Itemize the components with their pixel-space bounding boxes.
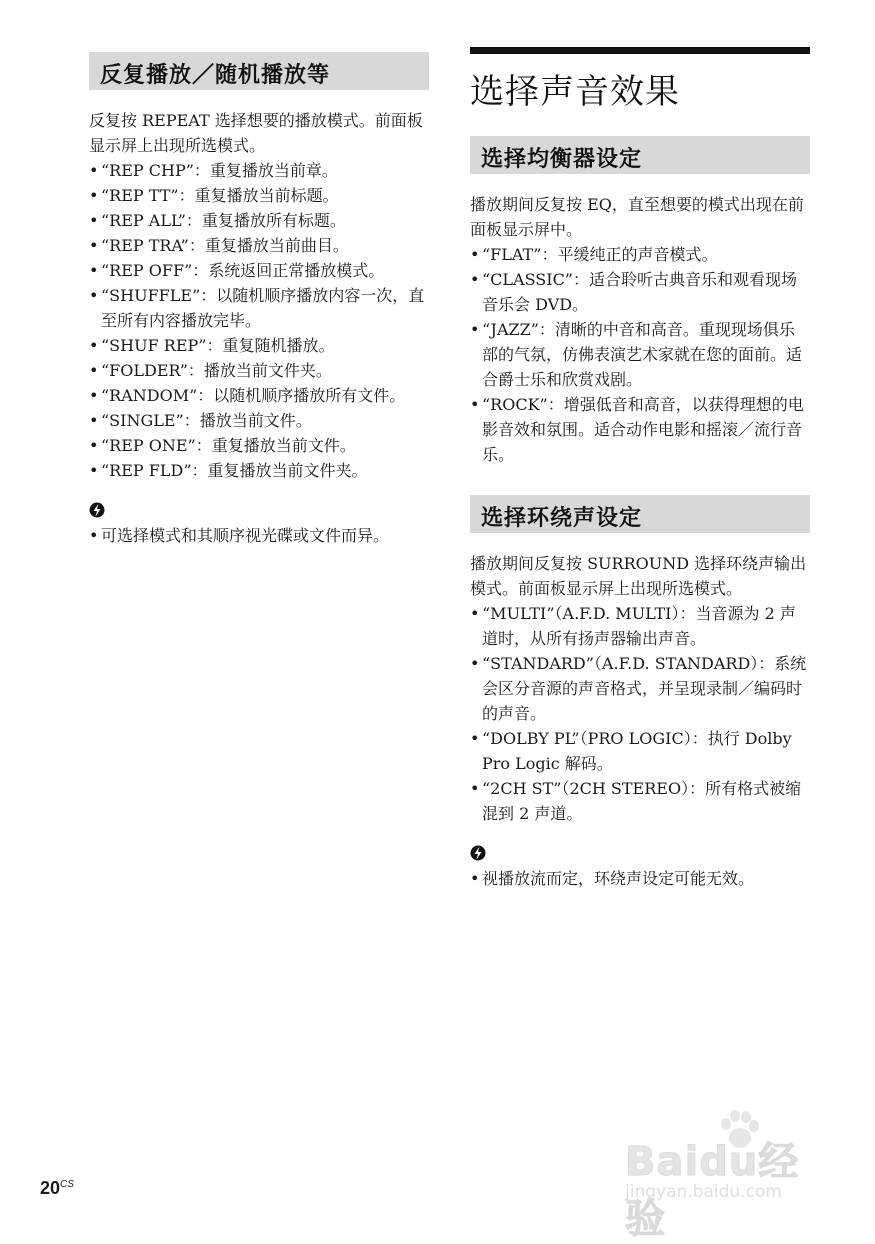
- list-item: • “RANDOM”：以随机顺序播放所有文件。: [89, 383, 429, 408]
- list-item: • “DOLBY PL”（PRO LOGIC）：执行 Dolby Pro Logic 解码。: [470, 726, 810, 776]
- list-item: • “STANDARD”（A.F.D. STANDARD）：系统会区分音源的声音格式，并呈现录制／编码时的声音。: [470, 651, 810, 726]
- list-item: • “SINGLE”：播放当前文件。: [89, 408, 429, 433]
- list-item: • “REP TT”：重复播放当前标题。: [89, 183, 429, 208]
- repeat-mode-list: [89, 158, 429, 483]
- list-item: • “SHUF REP”：重复随机播放。: [89, 333, 429, 358]
- watermark: [620, 1110, 825, 1242]
- list-item: • “REP ONE”：重复播放当前文件。: [89, 433, 429, 458]
- list-item: • “2CH ST”（2CH STEREO）：所有格式被缩混到 2 声道。: [470, 776, 810, 826]
- list-item: • “MULTI”（A.F.D. MULTI）：当音源为 2 声道时，从所有扬声器输出声音。: [470, 601, 810, 651]
- list-item: • “FLAT”：平缓纯正的声音模式。: [470, 242, 810, 267]
- tip-lightning-icon: [89, 501, 429, 523]
- page-number-value: 20: [40, 1178, 61, 1198]
- list-item: • “REP CHP”：重复播放当前章。: [89, 158, 429, 183]
- tip-item: • 视播放流而定，环绕声设定可能无效。: [470, 866, 810, 891]
- list-item: • “REP ALL”：重复播放所有标题。: [89, 208, 429, 233]
- section-heading-surround: 选择环绕声设定: [470, 495, 810, 533]
- tip-lightning-icon: [470, 844, 810, 866]
- list-item: • “CLASSIC”：适合聆听古典音乐和观看现场音乐会 DVD。: [470, 267, 810, 317]
- page-title: 选择声音效果: [470, 72, 680, 112]
- eq-mode-list: [470, 242, 810, 467]
- watermark-brand: Baidu经验: [625, 1139, 800, 1242]
- surround-tips-list: [470, 866, 810, 891]
- page-number: [40, 1178, 74, 1199]
- repeat-intro: 反复按 REPEAT 选择想要的播放模式。前面板显示屏上出现所选模式。: [89, 111, 423, 155]
- list-item: • “ROCK”：增强低音和高音，以获得理想的电影音效和氛围。适合动作电影和摇滚／流行音乐。: [470, 392, 810, 467]
- section-heading-repeat: 反复播放／随机播放等: [89, 52, 429, 90]
- page-number-suffix: CS: [60, 1179, 74, 1190]
- list-item: • “JAZZ”：清晰的中音和高音。重现现场俱乐部的气氛，仿佛表演艺术家就在您的面前。适合爵士乐和欣赏戏剧。: [470, 317, 810, 392]
- list-item: • “REP FLD”：重复播放当前文件夹。: [89, 458, 429, 483]
- tip-item: • 可选择模式和其顺序视光碟或文件而异。: [89, 523, 429, 548]
- left-column: [89, 52, 429, 548]
- section-heading-eq: 选择均衡器设定: [470, 136, 810, 174]
- list-item: • “REP OFF”：系统返回正常播放模式。: [89, 258, 429, 283]
- title-rule: [470, 47, 810, 54]
- right-column: [470, 47, 810, 891]
- list-item: • “FOLDER”：播放当前文件夹。: [89, 358, 429, 383]
- list-item: • “SHUFFLE”：以随机顺序播放内容一次，直至所有内容播放完毕。: [89, 283, 429, 333]
- surround-mode-list: [470, 601, 810, 826]
- list-item: • “REP TRA”：重复播放当前曲目。: [89, 233, 429, 258]
- watermark-url: jingyan.baidu.com: [625, 1182, 782, 1202]
- eq-intro: 播放期间反复按 EQ，直至想要的模式出现在前面板显示屏中。: [470, 195, 804, 239]
- surround-intro: 播放期间反复按 SURROUND 选择环绕声输出模式。前面板显示屏上出现所选模式。: [470, 554, 807, 598]
- repeat-tips-list: [89, 523, 429, 548]
